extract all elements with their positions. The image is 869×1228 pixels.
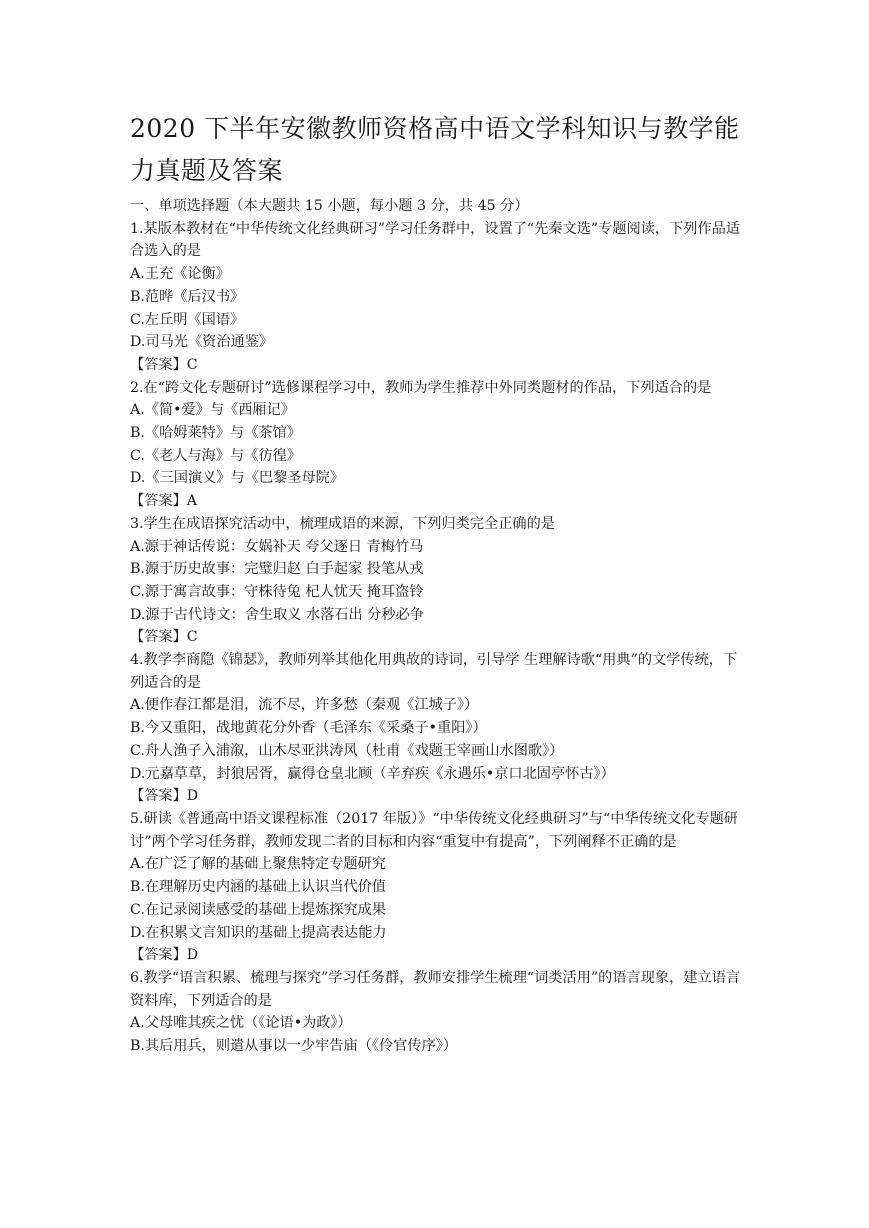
question-option: B.《哈姆莱特》与《茶馆》 xyxy=(130,425,301,442)
question-option: A.便作春江都是泪，流不尽，许多愁（秦观《江城子》） xyxy=(130,697,479,714)
document-title: 2020 下半年安徽教师资格高中语文学科知识与教学能力真题及答案 xyxy=(130,114,740,185)
answer-line: 【答案】C xyxy=(130,356,198,373)
question-option: B.在理解历史内涵的基础上认识当代价值 xyxy=(130,879,387,896)
question-option: C.左丘明《国语》 xyxy=(130,311,245,328)
question-option: A.在广泛了解的基础上聚焦特定专题研究 xyxy=(130,856,386,873)
question-option: A.源于神话传说：女娲补天 夸父逐日 青梅竹马 xyxy=(130,538,424,555)
question-option: C.源于寓言故事：守株待兔 杞人忧天 掩耳盗铃 xyxy=(130,583,424,600)
document-body xyxy=(130,195,750,1058)
section-heading: 一、单项选择题（本大题共 15 小题，每小题 3 分，共 45 分） xyxy=(130,198,529,214)
question-option: B.源于历史故事：完璧归赵 白手起家 投笔从戎 xyxy=(130,561,424,578)
question-option: B.其后用兵，则遣从事以一少牢告庙（《伶官传序》） xyxy=(130,1038,458,1055)
question-option: D.在积累文言知识的基础上提高表达能力 xyxy=(130,924,387,941)
question-stem: 4.教学李商隐《锦瑟》，教师列举其他化用典故的诗词，引导学 生理解诗歌“用典”的文学传统，下列适合的是 xyxy=(130,652,738,691)
question-option: B.范晔《后汉书》 xyxy=(130,288,245,305)
question-option: A.王充《论衡》 xyxy=(130,266,230,283)
question-stem: 1.某版本教材在“中华传统文化经典研习”学习任务群中，设置了“先秦文选”专题阅读，下列作品适合选入的是 xyxy=(130,220,741,260)
answer-line: 【答案】D xyxy=(130,788,199,805)
answer-line: 【答案】C xyxy=(130,629,198,646)
question-stem: 5.研读《普通高中语文课程标准（2017 年版）》“中华传统文化经典研习”与“中华传统文化专题研讨”两个学习任务群，教师发现二者的目标和内容“重复中有提高”，下列阐释不正确的是 xyxy=(130,810,738,850)
answer-line: 【答案】D xyxy=(130,947,199,964)
question-option: C.《老人与海》与《彷徨》 xyxy=(130,447,301,464)
question-option: D.《三国演义》与《巴黎圣母院》 xyxy=(130,470,345,487)
question-option: D.司马光《资治通鉴》 xyxy=(130,334,274,351)
question-stem: 6.教学“语言积累、梳理与探究”学习任务群，教师安排学生梳理“词类活用”的语言现象，建立语言资料库，下列适合的是 xyxy=(130,969,741,1009)
question-option: C.在记录阅读感受的基础上提炼探究成果 xyxy=(130,901,387,918)
question-option: B.今又重阳，战地黄花分外香（毛泽东《采桑子•重阳》） xyxy=(130,720,487,737)
question-option: D.元嘉草草，封狼居胥，赢得仓皇北顾（辛弃疾《永遇乐•京口北固亭怀古》） xyxy=(130,765,615,782)
question-option: A.《简•爱》与《西厢记》 xyxy=(130,402,295,419)
question-stem: 3.学生在成语探究活动中，梳理成语的来源，下列归类完全正确的是 xyxy=(130,515,555,532)
question-stem: 2.在“跨文化专题研讨”选修课程学习中，教师为学生推荐中外同类题材的作品，下列适合的是 xyxy=(130,379,712,396)
question-option: C.舟人渔子入浦溆，山木尽亚洪涛风（杜甫《戏题王宰画山水图歌》） xyxy=(130,742,564,759)
answer-line: 【答案】A xyxy=(130,493,197,510)
question-option: D.源于古代诗文：舍生取义 水落石出 分秒必争 xyxy=(130,606,424,623)
question-option: A.父母唯其疾之忧（《论语•为政》） xyxy=(130,1015,352,1032)
